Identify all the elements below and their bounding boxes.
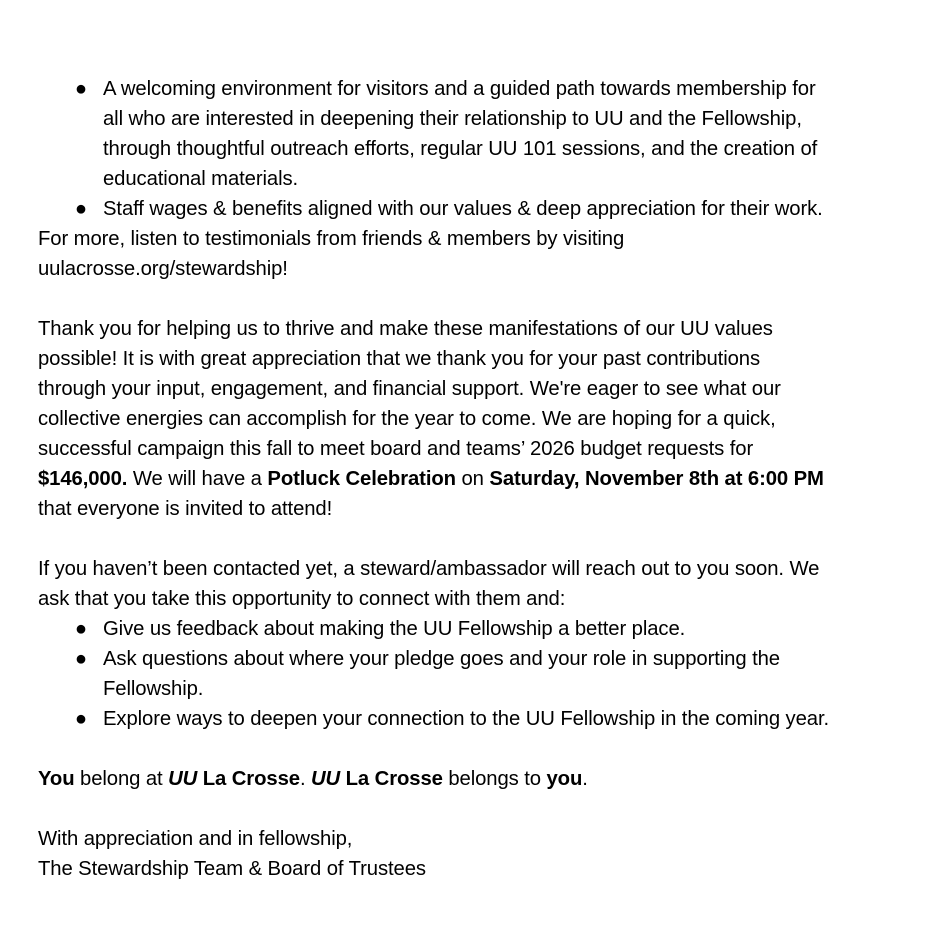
list-item: ● Ask questions about where your pledge goes and your role in supporting the Fellowship. xyxy=(38,644,918,704)
budget-amount: $146,000. xyxy=(38,468,128,490)
closing: With appreciation and in fellowship, xyxy=(38,828,353,850)
bullet-icon: ● xyxy=(74,648,88,670)
list-item: ● Staff wages & benefits aligned with our values & deep appreciation for their work. xyxy=(38,194,918,224)
signoff xyxy=(38,824,918,884)
benefits-list xyxy=(38,74,918,224)
signature: The Stewardship Team & Board of Trustees xyxy=(38,858,426,880)
actions-list xyxy=(38,614,918,734)
list-item: ● Give us feedback about making the UU Fellowship a better place. xyxy=(38,614,918,644)
event-name: Potluck Celebration xyxy=(267,468,456,490)
more-info-paragraph: For more, listen to testimonials from friends & members by visiting uulacrosse.org/stewardship! xyxy=(38,228,625,280)
thanks-paragraph: Thank you for helping us to thrive and make these manifestations of our UU values possible! It is with great appreciation that we thank you for your past contributions through your input, engagement, and financial support. We're eager to see what our collective energies can accomplish for the year to come. We are hoping for a quick, successful campaign this fall to meet board and teams’ 2026 budget requests for $146,000. We will have a Potluck Celebration on Saturday, November 8th at 6:00 PM that everyone is invited to attend! xyxy=(38,318,824,520)
bullet-icon: ● xyxy=(74,198,88,220)
event-datetime: Saturday, November 8th at 6:00 PM xyxy=(489,468,824,490)
bullet-icon: ● xyxy=(74,618,88,640)
stewardship-link[interactable]: uulacrosse.org/stewardship xyxy=(38,258,283,280)
bullet-icon: ● xyxy=(74,78,88,100)
list-item: ● A welcoming environment for visitors and a guided path towards membership for all who are interested in deepening their relationship to UU and the Fellowship, through thoughtful outreach efforts, regular UU 101 sessions, and the creation of educational materials. xyxy=(38,74,918,194)
bullet-icon: ● xyxy=(74,708,88,730)
belong-statement: You belong at UU La Crosse. UU La Crosse belongs to you. xyxy=(38,768,588,790)
contact-paragraph: If you haven’t been contacted yet, a steward/ambassador will reach out to you soon. We ask that you take this opportunity to connect with them and: xyxy=(38,558,820,610)
list-item: ● Explore ways to deepen your connection to the UU Fellowship in the coming year. xyxy=(38,704,918,734)
letter-document xyxy=(38,74,918,884)
